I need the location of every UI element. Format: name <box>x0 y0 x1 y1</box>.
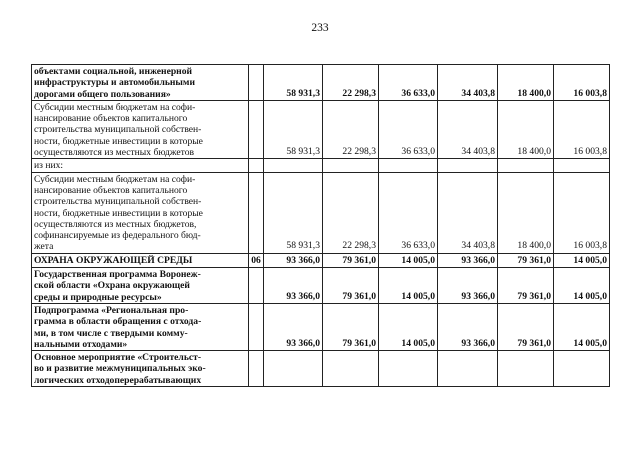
row-value-cell: 14 005,0 <box>379 303 438 350</box>
table-row <box>32 253 610 267</box>
row-name-line: строительства муниципальной собствен- <box>34 196 202 208</box>
row-name-line: Субсидии местным бюджетам на софи- <box>34 101 196 113</box>
row-name-line: инфраструктуры и автомобильными <box>34 77 195 89</box>
row-value-cell: 16 003,8 <box>554 172 610 253</box>
row-value-cell: 14 005,0 <box>554 253 610 267</box>
row-value-cell: 93 366,0 <box>264 253 323 267</box>
row-value-cell: 14 005,0 <box>554 268 610 304</box>
row-value-cell: 14 005,0 <box>379 268 438 304</box>
row-value-cell: 14 005,0 <box>554 303 610 350</box>
row-name-cell <box>32 303 249 350</box>
row-value-cell: 22 298,3 <box>323 172 379 253</box>
row-value-cell: 18 400,0 <box>498 172 554 253</box>
row-name-cell <box>32 268 249 304</box>
row-name-cell <box>32 159 249 172</box>
row-value-cell: 79 361,0 <box>323 303 379 350</box>
row-name-line: среды и природные ресурсы» <box>34 291 162 303</box>
row-name-line: строительства муниципальной собствен- <box>34 124 202 136</box>
row-value-cell: 34 403,8 <box>438 65 498 101</box>
row-value-cell: 79 361,0 <box>323 268 379 304</box>
row-value-cell <box>323 159 379 172</box>
table-row <box>32 159 610 172</box>
row-value-cell <box>438 159 498 172</box>
row-value-cell: 16 003,8 <box>554 100 610 158</box>
row-value-cell <box>554 351 610 387</box>
row-name-line: Субсидии местным бюджетам на софи- <box>34 173 196 185</box>
row-code-cell <box>249 65 264 101</box>
row-name-line: нальными отходами» <box>34 338 128 350</box>
row-name-line: осуществляются из местных бюджетов, <box>34 218 197 230</box>
row-value-cell <box>323 351 379 387</box>
row-code-cell <box>249 303 264 350</box>
row-value-cell: 14 005,0 <box>379 253 438 267</box>
row-name-cell <box>32 351 249 387</box>
row-name-line: осуществляются из местных бюджетов <box>34 147 195 159</box>
row-name-line: ОХРАНА ОКРУЖАЮЩЕЙ СРЕДЫ <box>34 254 193 266</box>
row-value-cell: 58 931,3 <box>264 172 323 253</box>
row-name-line: нансирование объектов капитального <box>34 113 188 125</box>
row-value-cell: 58 931,3 <box>264 65 323 101</box>
row-name-cell <box>32 100 249 158</box>
row-value-cell: 79 361,0 <box>498 253 554 267</box>
row-name-line: Подпрограмма «Региональная про- <box>34 304 189 316</box>
row-name-line: дорогами общего пользования» <box>34 88 171 100</box>
row-value-cell: 16 003,8 <box>554 65 610 101</box>
row-value-cell <box>498 159 554 172</box>
row-name-line: Государственная программа Воронеж- <box>34 269 201 281</box>
row-value-cell <box>498 351 554 387</box>
row-value-cell: 93 366,0 <box>438 303 498 350</box>
row-value-cell: 79 361,0 <box>323 253 379 267</box>
row-code-cell <box>249 159 264 172</box>
row-name-cell <box>32 172 249 253</box>
row-value-cell: 36 633,0 <box>379 100 438 158</box>
row-value-cell <box>379 351 438 387</box>
row-value-cell: 93 366,0 <box>438 253 498 267</box>
table-row <box>32 351 610 387</box>
row-code-cell <box>249 268 264 304</box>
row-name-line: ности, бюджетные инвестиции в которые <box>34 135 203 147</box>
row-name-line: ности, бюджетные инвестиции в которые <box>34 207 203 219</box>
row-name-line: ской области «Охрана окружающей <box>34 280 190 292</box>
row-code-cell <box>249 100 264 158</box>
row-code-cell <box>249 172 264 253</box>
row-name-line: софинансируемые из федерального бюд- <box>34 230 201 242</box>
row-value-cell: 79 361,0 <box>498 303 554 350</box>
row-name-line: ми, в том числе с твердыми комму- <box>34 327 188 339</box>
row-value-cell: 22 298,3 <box>323 100 379 158</box>
row-value-cell: 34 403,8 <box>438 100 498 158</box>
row-value-cell: 36 633,0 <box>379 172 438 253</box>
row-value-cell: 22 298,3 <box>323 65 379 101</box>
table-row <box>32 303 610 350</box>
row-value-cell: 79 361,0 <box>498 268 554 304</box>
row-name-line: Основное мероприятие «Строительст- <box>34 352 202 364</box>
row-value-cell <box>438 351 498 387</box>
row-name-line: грамма в области обращения с отхода- <box>34 316 202 328</box>
row-value-cell <box>264 159 323 172</box>
row-name-line: логических отходоперерабатывающих <box>34 374 202 386</box>
row-name-cell <box>32 253 249 267</box>
table-row <box>32 100 610 158</box>
row-name-line: объектами социальной, инженерной <box>34 66 193 77</box>
row-value-cell: 18 400,0 <box>498 65 554 101</box>
row-name-line: нансирование объектов капитального <box>34 184 188 196</box>
row-name-cell <box>32 65 249 101</box>
row-value-cell: 18 400,0 <box>498 100 554 158</box>
row-name-line: во и развитие межмуниципальных эко- <box>34 363 206 375</box>
row-value-cell: 36 633,0 <box>379 65 438 101</box>
table-row <box>32 172 610 253</box>
row-value-cell <box>264 351 323 387</box>
row-value-cell <box>379 159 438 172</box>
row-code-cell: 06 <box>249 253 264 267</box>
row-value-cell <box>554 159 610 172</box>
row-value-cell: 93 366,0 <box>264 268 323 304</box>
table-body <box>32 65 610 387</box>
page-number: 233 <box>311 22 329 34</box>
row-name-line: из них: <box>34 160 64 172</box>
row-value-cell: 93 366,0 <box>264 303 323 350</box>
row-value-cell: 58 931,3 <box>264 100 323 158</box>
budget-table <box>31 64 610 387</box>
table-row <box>32 65 610 101</box>
row-value-cell: 34 403,8 <box>438 172 498 253</box>
table-row <box>32 268 610 304</box>
row-code-cell <box>249 351 264 387</box>
row-value-cell: 93 366,0 <box>438 268 498 304</box>
row-name-line: жета <box>34 241 54 253</box>
